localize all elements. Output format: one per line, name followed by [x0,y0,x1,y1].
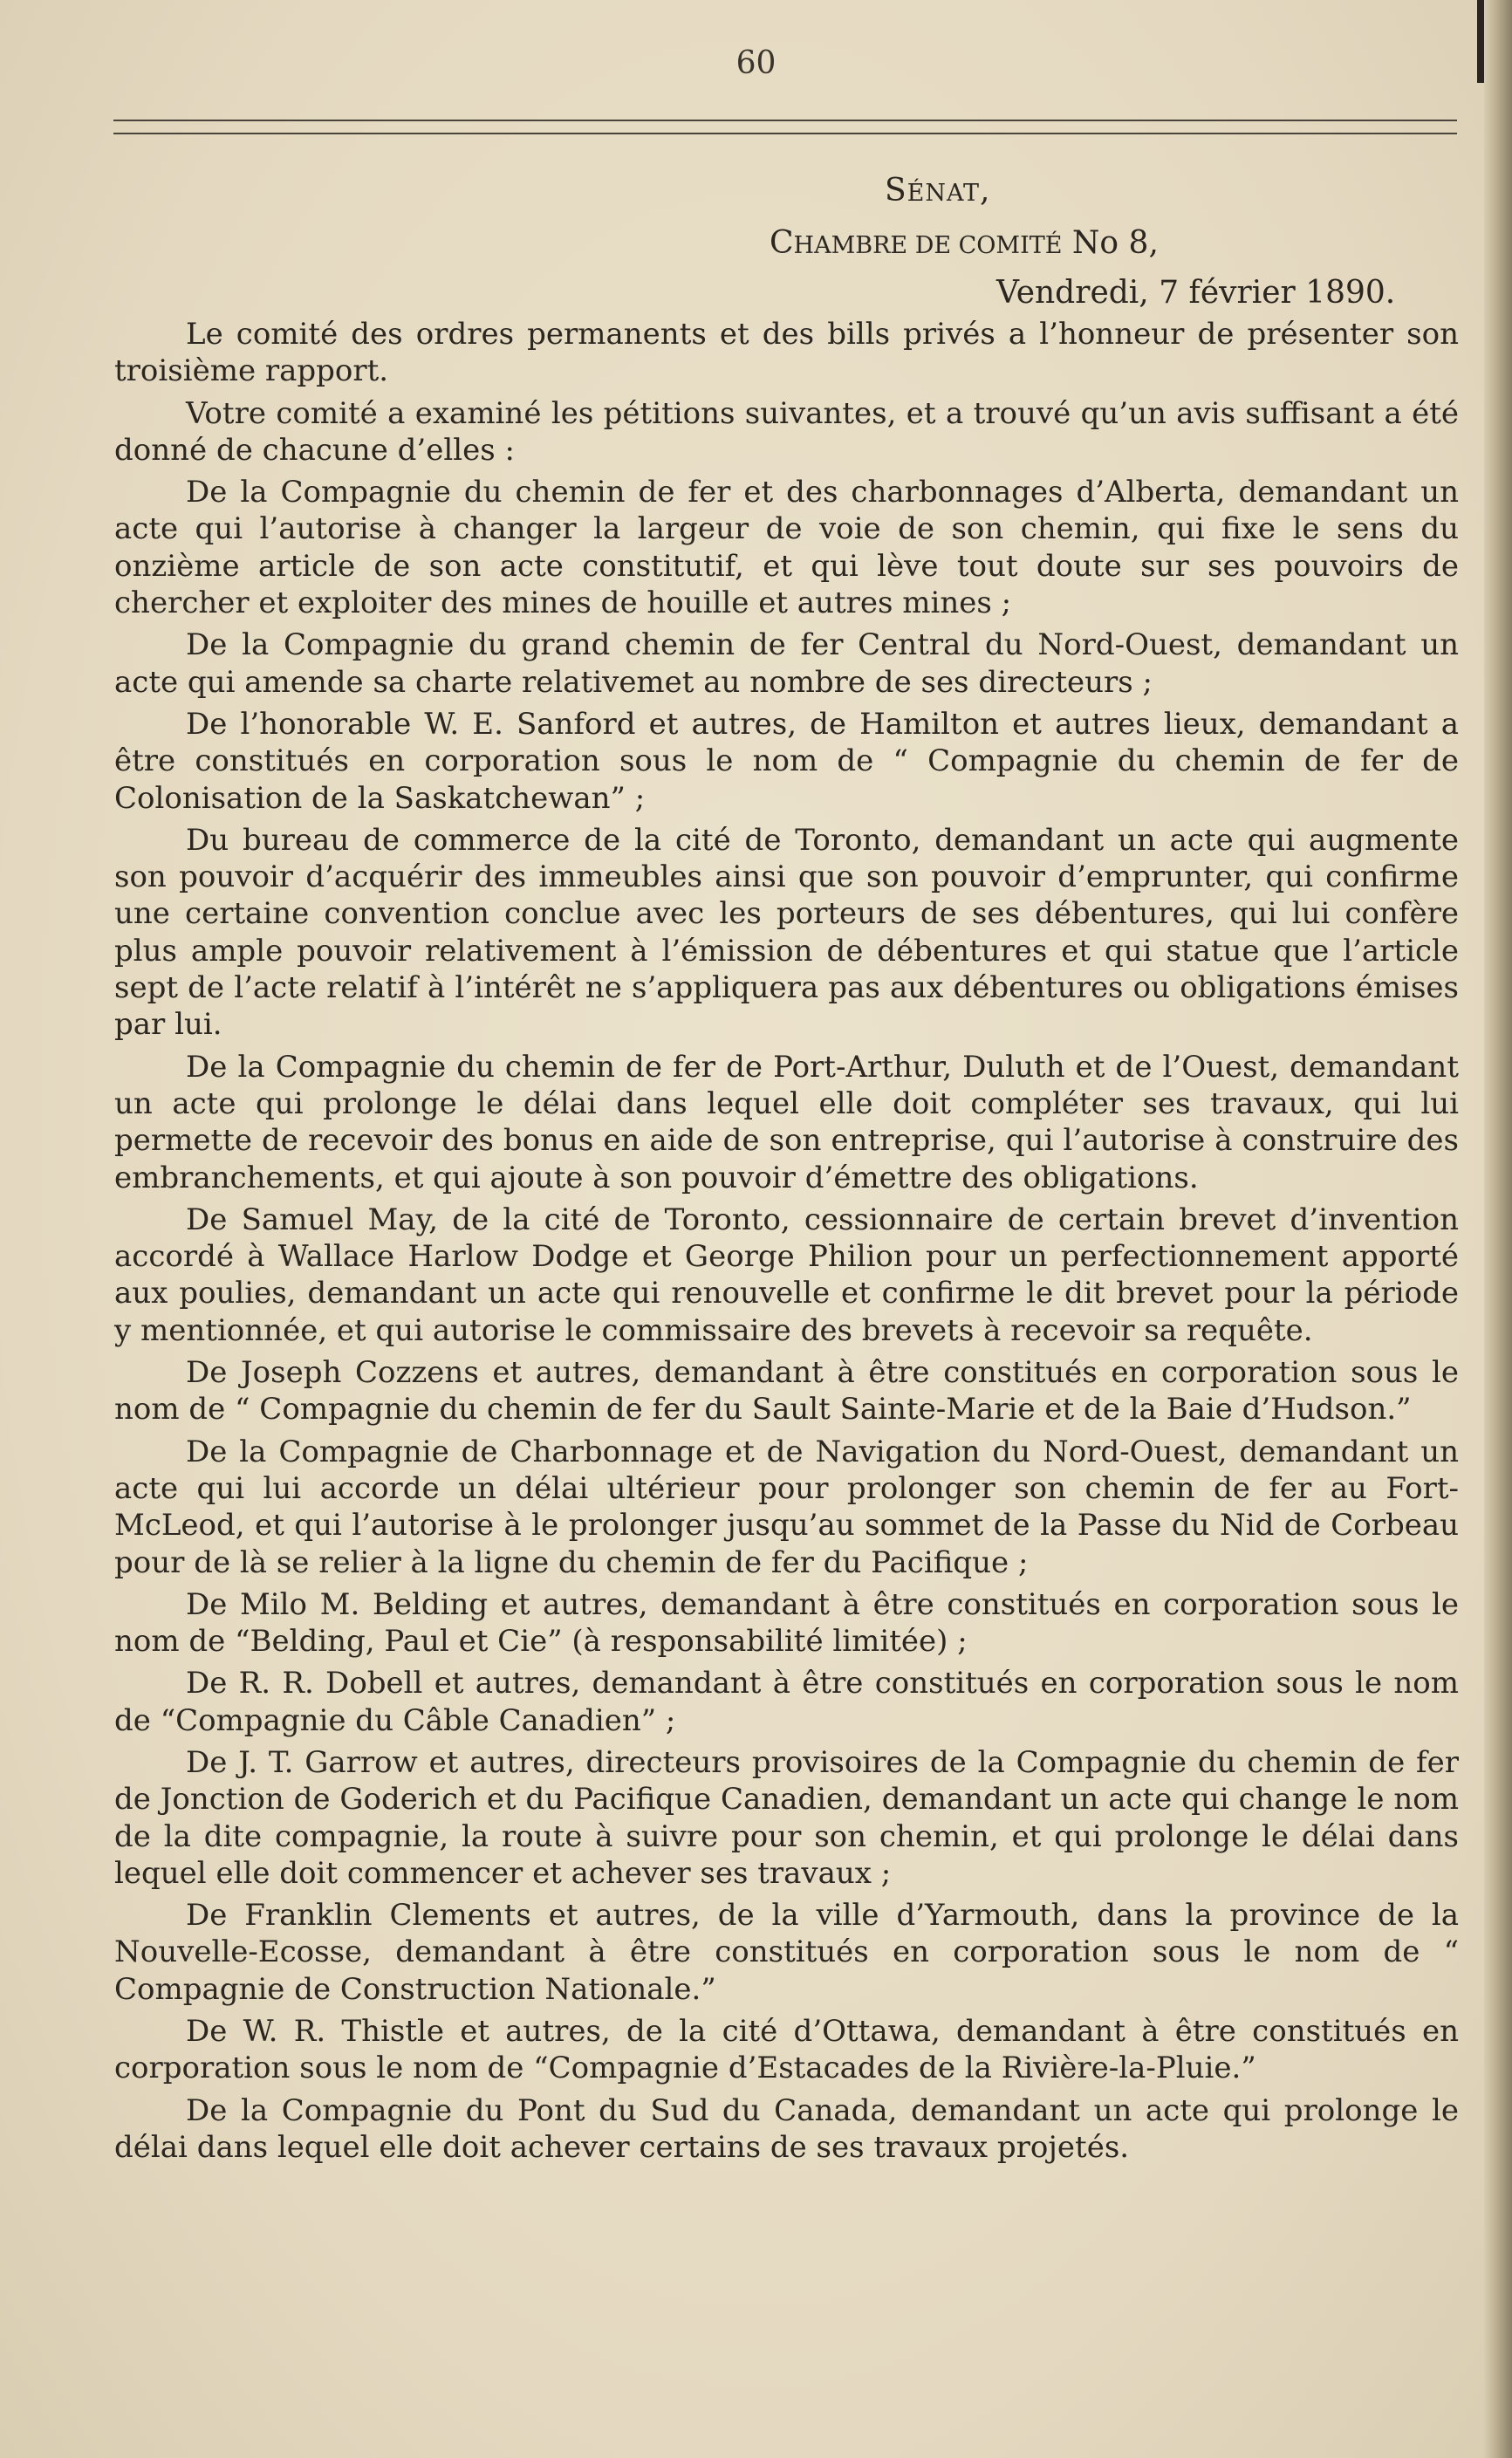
header-rule-top [113,120,1457,121]
petition-paragraph: De la Compagnie du chemin de fer de Port-Arthur, Duluth et de l’Ouest, demandant un acte qui prolonge le délai dans lequel elle doit compléter ses travaux, qui lui permette de recevoir des bonus en aide de son entreprise, qui l’autorise à construire des embranchements, et qui ajoute à son pouvoir d’émettre des obligations. [114,1049,1459,1195]
petition-paragraph: De la Compagnie du Pont du Sud du Canada, demandant un acte qui prolonge le délai dans lequel elle doit achever certains de ses travaux projetés. [114,2092,1459,2165]
petition-paragraph: De la Compagnie du chemin de fer et des charbonnages d’Alberta, demandant un acte qui l’autorise à changer la largeur de voie de son chemin, qui fixe le sens du onzième article de son acte constitutif, et qui lève tout doute sur ses pouvoirs de chercher et exploiter des mines de houille et autres mines ; [114,475,1459,621]
date-line: Vendredi, 7 février 1890. [996,275,1396,311]
page-number: 60 [735,45,777,81]
petition-paragraph: De la Compagnie du grand chemin de fer Central du Nord-Ouest, demandant un acte qui amende sa charte relativemet au nombre de ses directeurs ; [114,627,1459,700]
petition-paragraph: De Franklin Clements et autres, de la ville d’Yarmouth, dans la province de la Nouvelle-Ecosse, demandant à être constitués en corporation sous le nom de “ Compagnie de Construction Nationale.” [114,1898,1459,2007]
senat-heading [885,173,991,209]
petition-paragraph: De Milo M. Belding et autres, demandant à être constitués en corporation sous le nom de “Belding, Paul et Cie” (à responsabilité limitée) ; [114,1586,1459,1660]
paragraph-notice: Votre comité a examiné les pétitions suivantes, et a trouvé qu’un avis suffisant a été donné de chacune d’elles : [114,395,1459,468]
chambre-rest: HAMBRE DE COMITÉ [793,232,1063,259]
petition-paragraph: De J. T. Garrow et autres, directeurs provisoires de la Compagnie du chemin de fer de Jonction de Goderich et du Pacifique Canadien, demandant un acte qui change le nom de la dite compagnie, la route à suivre pour son chemin, et qui prolonge le délai dans lequel elle doit commencer et achever ses travaux ; [114,1744,1459,1891]
chambre-heading [770,225,1159,261]
petition-paragraph: De Samuel May, de la cité de Toronto, cessionnaire de certain brevet d’invention accordé à Wallace Harlow Dodge et George Philion pour un perfectionnement apporté aux poulies, demandant un acte qui renouvelle et confirme le dit brevet pour la période y mentionnée, et qui autorise le commissaire des brevets à recevoir sa requête. [114,1202,1459,1348]
petition-paragraph: De Joseph Cozzens et autres, demandant à être constitués en corporation sous le nom de “ Compagnie du chemin de fer du Sault Sainte-Marie et de la Baie d’Hudson.” [114,1355,1459,1428]
senat-initial: S [885,173,907,209]
senat-punct: , [980,173,991,209]
senat-rest: ÉNAT [907,180,981,207]
paragraph-intro: Le comité des ordres permanents et des bills privés a l’honneur de présenter son troisième rapport. [114,317,1459,389]
chambre-number: No 8, [1071,225,1159,261]
header-rule-bottom [113,133,1457,134]
petition-paragraph: De W. R. Thistle et autres, de la cité d’Ottawa, demandant à être constitués en corporation sous le nom de “Compagnie d’Estacades de la Rivière-la-Pluie.” [114,2014,1459,2086]
petition-paragraph: De l’honorable W. E. Sanford et autres, de Hamilton et autres lieux, demandant a être constitués en corporation sous le nom de “ Compagnie du chemin de fer de Colonisation de la Saskatchewan” ; [114,706,1459,816]
chambre-initial: C [770,225,794,261]
petition-paragraph: Du bureau de commerce de la cité de Toronto, demandant un acte qui augmente son pouvoir d’acquérir des immeubles ainsi que son pouvoir d’emprunter, qui confirme une certaine convention conclue avec les porteurs de ses débentures, qui lui confère plus ample pouvoir relativement à l’émission de débentures et qui statue que l’article sept de l’acte relatif à l’intérêt ne s’appliquera pas aux débentures ou obligations émises par lui. [114,822,1459,1043]
report-body [114,316,1459,2171]
page-binding-edge [1484,0,1512,2458]
petition-paragraph: De la Compagnie de Charbonnage et de Navigation du Nord-Ouest, demandant un acte qui lui accorde un délai ultérieur pour prolonger son chemin de fer au Fort-McLeod, et qui l’autorise à le prolonger jusqu’au sommet de la Passe du Nid de Corbeau pour de là se relier à la ligne du chemin de fer du Pacifique ; [114,1434,1459,1580]
petition-paragraph: De R. R. Dobell et autres, demandant à être constitués en corporation sous le nom de “Compagnie du Câble Canadien” ; [114,1666,1459,1738]
